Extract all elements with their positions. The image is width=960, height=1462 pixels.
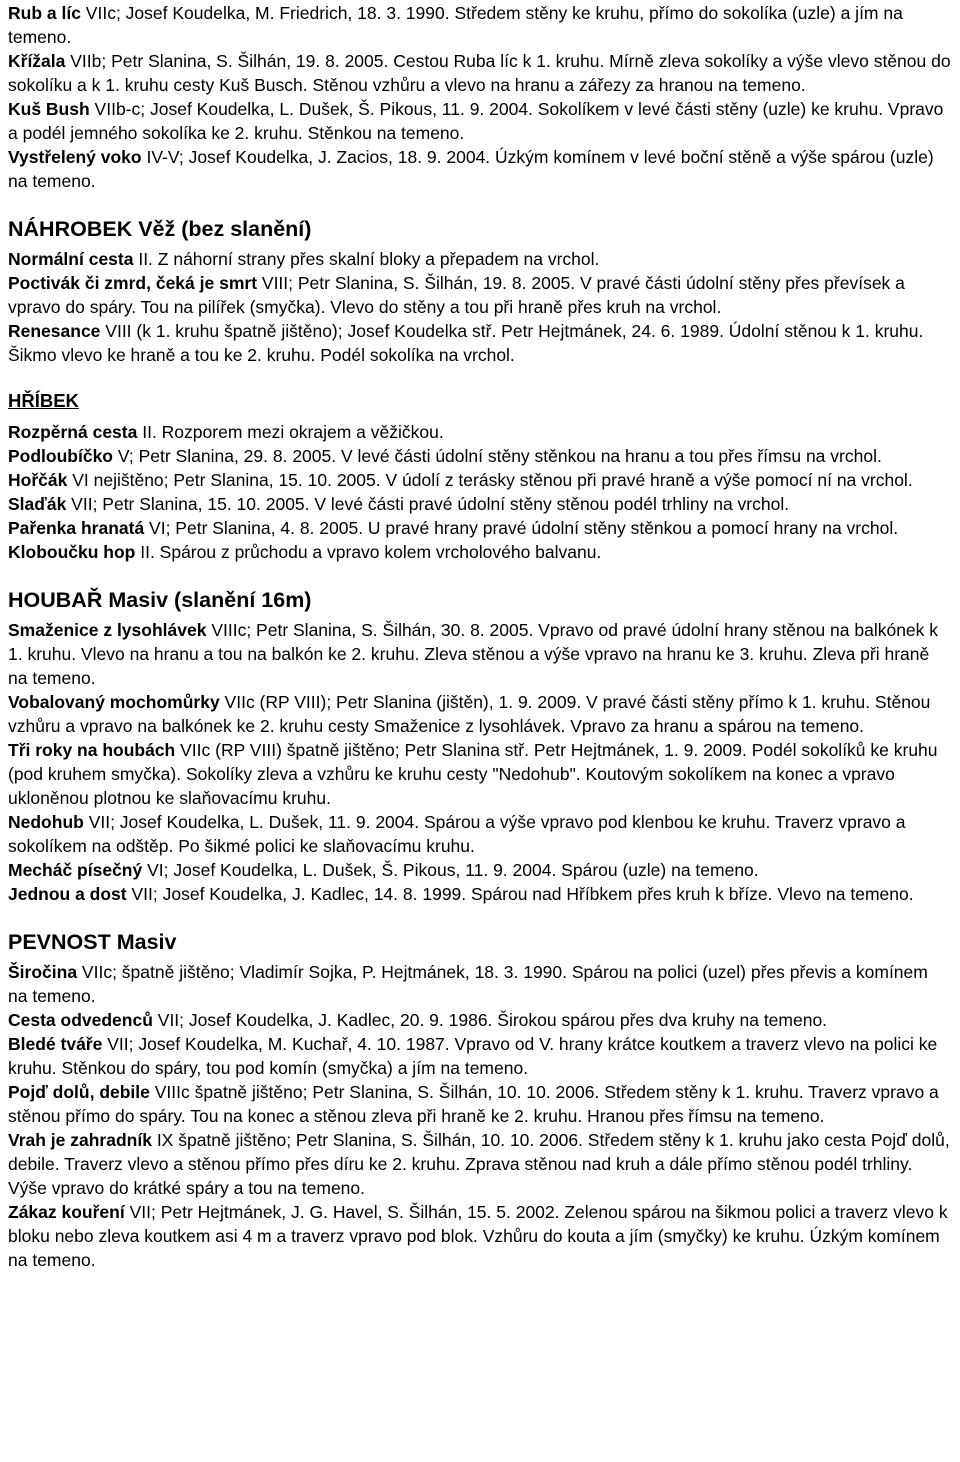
route-name: Vystřelený voko xyxy=(8,147,142,167)
route-description: VII; Josef Koudelka, J. Kadlec, 20. 9. 1986. Širokou spárou přes dva kruhy na temeno. xyxy=(152,1010,828,1030)
section-heading-houbar-masiv-slaneni-16m: HOUBAŘ Masiv (slanění 16m) xyxy=(8,588,312,612)
route-entry xyxy=(8,810,952,858)
route-name: Poctivák či zmrd, čeká je smrt xyxy=(8,273,258,293)
route-name: Křížala xyxy=(8,51,66,71)
route-entry xyxy=(8,882,952,906)
route-name: Mecháč písečný xyxy=(8,860,143,880)
route-description: II. Z náhorní strany přes skalní bloky a přepadem na vrchol. xyxy=(133,249,600,269)
route-description: VIIc (RP VIII) špatně jištěno; Petr Slanina stř. Petr Hejtmánek, 1. 9. 2009. Podél sokolíků ke kruhu (pod kruhem smyčka). Sokolíky zleva a vzhůru ke kruhu cesty "Nedohub". Koutovým sokolíkem na konec a vpravo ukloněnou plotnou ke slaňovacímu kruhu. xyxy=(8,740,938,808)
route-entry xyxy=(8,516,952,540)
route-entry xyxy=(8,540,952,564)
route-name: Pařenka hranatá xyxy=(8,518,145,538)
route-entry xyxy=(8,145,952,193)
route-name: Pojď dolů, debile xyxy=(8,1082,150,1102)
route-description: VII; Josef Koudelka, J. Kadlec, 14. 8. 1999. Spárou nad Hříbkem přes kruh k bříze. Vlevo na temeno. xyxy=(126,884,914,904)
route-name: Jednou a dost xyxy=(8,884,127,904)
route-description: VII; Petr Hejtmánek, J. G. Havel, S. Šilhán, 15. 5. 2002. Zelenou spárou na šikmou polici a traverz vlevo k bloku nebo zleva koutkem asi 4 m a traverz vpravo pod blok. Vzhůru do kouta a jím (smyčky) ke kruhu. Úzkým komínem na temeno. xyxy=(8,1202,948,1270)
route-description: VI; Petr Slanina, 4. 8. 2005. U pravé hrany pravé údolní stěny stěnkou a pomocí hrany na vrchol. xyxy=(144,518,899,538)
route-name: Nedohub xyxy=(8,812,84,832)
route-name: Kuš Bush xyxy=(8,99,90,119)
route-entry xyxy=(8,49,952,97)
route-name: Normální cesta xyxy=(8,249,134,269)
route-entry xyxy=(8,1,952,49)
route-description: IV-V; Josef Koudelka, J. Zacios, 18. 9. 2004. Úzkým komínem v levé boční stěně a výše spárou (uzle) na temeno. xyxy=(8,147,934,191)
route-name: Tři roky na houbách xyxy=(8,740,176,760)
route-description: II. Spárou z průchodu a vpravo kolem vrcholového balvanu. xyxy=(135,542,602,562)
route-entry xyxy=(8,738,952,810)
route-name: Podloubíčko xyxy=(8,446,113,466)
route-entry xyxy=(8,858,952,882)
route-entry xyxy=(8,420,952,444)
route-name: Širočina xyxy=(8,962,78,982)
route-entry xyxy=(8,1008,952,1032)
route-name: Slaďák xyxy=(8,494,67,514)
route-entry xyxy=(8,444,952,468)
route-entry xyxy=(8,97,952,145)
route-entry xyxy=(8,618,952,690)
route-description: VIIc; Josef Koudelka, M. Friedrich, 18. 3. 1990. Středem stěny ke kruhu, přímo do sokolíka (uzle) a jím na temeno. xyxy=(8,3,903,47)
route-name: Zákaz kouření xyxy=(8,1202,125,1222)
route-description: VIIb; Petr Slanina, S. Šilhán, 19. 8. 2005. Cestou Ruba líc k 1. kruhu. Mírně zleva sokolíky a výše vlevo stěnou do sokolíku a k 1. kruhu cesty Kuš Busch. Stěnou vzhůru a vlevo na hranu a zářezy za hranou na temeno. xyxy=(8,51,951,95)
route-name: Kloboučku hop xyxy=(8,542,136,562)
route-entry xyxy=(8,271,952,319)
route-name: Bledé tváře xyxy=(8,1034,103,1054)
section-heading-hribek: HŘÍBEK xyxy=(8,390,79,411)
route-entry xyxy=(8,1200,952,1272)
route-description: VIII (k 1. kruhu špatně jištěno); Josef Koudelka stř. Petr Hejtmánek, 24. 6. 1989. Údolní stěnou k 1. kruhu. Šikmo vlevo ke hraně a tou ke 2. kruhu. Podél sokolíka na vrchol. xyxy=(8,321,924,365)
route-name: Vrah je zahradník xyxy=(8,1130,152,1150)
route-name: Rozpěrná cesta xyxy=(8,422,138,442)
route-description: VIIc; špatně jištěno; Vladimír Sojka, P. Hejtmánek, 18. 3. 1990. Spárou na polici (uzel) přes převis a komínem na temeno. xyxy=(8,962,928,1006)
route-description: VI nejištěno; Petr Slanina, 15. 10. 2005. V údolí z terásky stěnou při pravé hraně a výše pomocí ní na vrchol. xyxy=(67,470,913,490)
route-name: Renesance xyxy=(8,321,101,341)
section-heading-pevnost-masiv: PEVNOST Masiv xyxy=(8,930,177,954)
route-description: VII; Josef Koudelka, L. Dušek, 11. 9. 2004. Spárou a výše vpravo pod klenbou ke kruhu. Traverz vpravo a sokolíkem na odštěp. Po šikmé polici ke slaňovacímu kruhu. xyxy=(8,812,906,856)
route-entry xyxy=(8,690,952,738)
route-entry xyxy=(8,247,952,271)
route-entry xyxy=(8,960,952,1008)
route-entry xyxy=(8,1032,952,1080)
route-entry xyxy=(8,468,952,492)
route-description: VIIIc; Petr Slanina, S. Šilhán, 30. 8. 2005. Vpravo od pravé údolní hrany stěnou na balkónek k 1. kruhu. Vlevo na hranu a tou na balkón ke 2. kruhu. Zleva stěnou a výše vpravo na hranu ke 3. kruhu. Zleva při hraně na temeno. xyxy=(8,620,939,688)
route-description: VII; Petr Slanina, 15. 10. 2005. V levé části pravé údolní stěny stěnou podél trhliny na vrchol. xyxy=(66,494,790,514)
route-name: Smaženice z lysohlávek xyxy=(8,620,207,640)
route-entry xyxy=(8,492,952,516)
route-description: VIIIc špatně jištěno; Petr Slanina, S. Šilhán, 10. 10. 2006. Středem stěny k 1. kruhu. Traverz vpravo a stěnou přímo do spáry. Tou na konec a stěnou zleva při hraně ke 2. kruhu. Hranou přes římsu na temeno. xyxy=(8,1082,939,1126)
route-entry xyxy=(8,1080,952,1128)
route-description: VII; Josef Koudelka, M. Kuchař, 4. 10. 1987. Vpravo od V. hrany krátce koutkem a traverz vlevo na polici ke kruhu. Stěnkou do spáry, tou pod komín (smyčka) a jím na temeno. xyxy=(8,1034,938,1078)
route-description: VIII; Petr Slanina, S. Šilhán, 19. 8. 2005. V pravé části údolní stěny přes převísek a vpravo do spáry. Tou na pilířek (smyčka). Vlevo do stěny a tou při hraně přes kruh na vrchol. xyxy=(8,273,905,317)
route-name: Cesta odvedenců xyxy=(8,1010,153,1030)
section-heading-nahrobek-vez-bez-slaneni: NÁHROBEK Věž (bez slanění) xyxy=(8,217,312,241)
route-description: II. Rozporem mezi okrajem a věžičkou. xyxy=(137,422,444,442)
route-name: Rub a líc xyxy=(8,3,81,23)
route-entry xyxy=(8,1128,952,1200)
route-name: Hořčák xyxy=(8,470,68,490)
route-description: VIIc (RP VIII); Petr Slanina (jištěn), 1. 9. 2009. V pravé části stěny přímo k 1. kruhu. Stěnou vzhůru a vpravo na balkónek ke 2. kruhu cesty Smaženice z lysohlávek. Vpravo za hranu a spárou na temeno. xyxy=(8,692,931,736)
route-description: VI; Josef Koudelka, L. Dušek, Š. Pikous, 11. 9. 2004. Spárou (uzle) na temeno. xyxy=(142,860,759,880)
route-name: Vobalovaný mochomůrky xyxy=(8,692,220,712)
route-description: VIIb-c; Josef Koudelka, L. Dušek, Š. Pikous, 11. 9. 2004. Sokolíkem v levé části stěny (uzle) ke kruhu. Vpravo a podél jemného sokolíka ke 2. kruhu. Stěnkou na temeno. xyxy=(8,99,944,143)
route-description: IX špatně jištěno; Petr Slanina, S. Šilhán, 10. 10. 2006. Středem stěny k 1. kruhu jako cesta Pojď dolů, debile. Traverz vlevo a stěnou přímo přes díru ke 2. kruhu. Zprava stěnou nad kruh a dále přímo stěnou podél trhliny. Výše vpravo do krátké spáry a tou na temeno. xyxy=(8,1130,950,1198)
route-description: V; Petr Slanina, 29. 8. 2005. V levé části údolní stěny stěnkou na hranu a tou přes římsu na vrchol. xyxy=(113,446,882,466)
route-entry xyxy=(8,319,952,367)
